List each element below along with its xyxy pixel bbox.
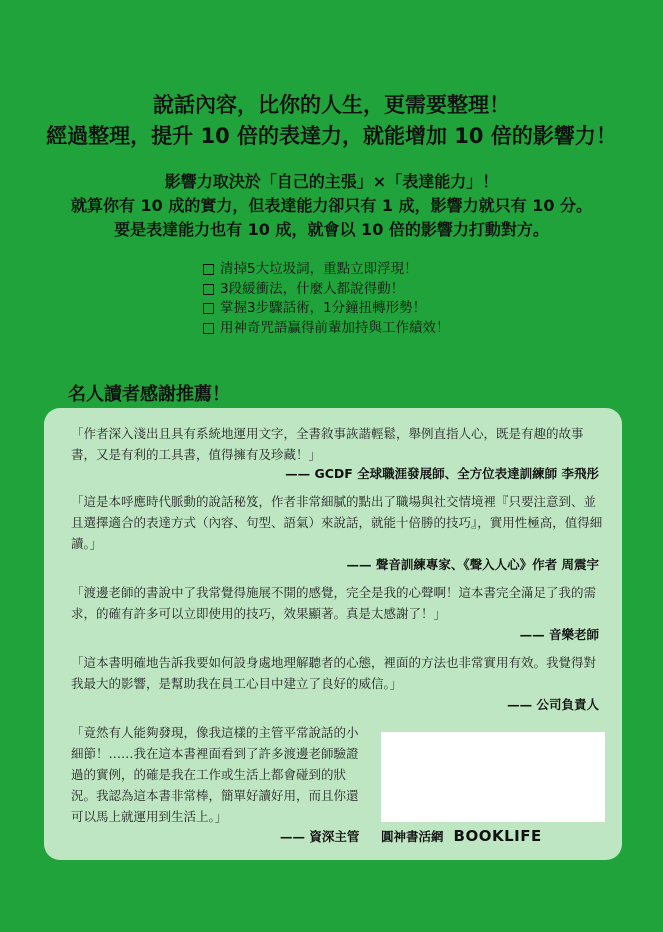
checklist-item-label: 清掉5大垃圾詞，重點立即浮現！ [220,261,418,277]
testimonial-author-5: —— 資深主管 [280,829,360,844]
checkbox-icon [203,264,214,275]
checklist-item [203,260,523,280]
publisher-name-chinese: 圓神書活網 [381,829,444,844]
subheadline-3: 要是表達能力也有 10 成，就會以 10 倍的影響力打動對方。 [114,220,549,239]
checkbox-icon [203,284,214,295]
publisher-logo [381,827,542,845]
checklist-item-label: 掌握3步驟話術，1分鐘扭轉形勢！ [220,300,427,316]
subheadline-1: 影響力取決於「自己的主張」×「表達能力」！ [164,172,499,191]
checklist-item [203,319,523,339]
checkbox-icon [203,303,214,314]
testimonial-author-4: —— 公司負責人 [507,697,599,712]
checkbox-icon [203,323,214,334]
testimonial-quote-3: 「渡邊老師的書說中了我常覺得施展不開的感覺，完全是我的心聲啊！這本書完全滿足了我的需求，的確有許多可以立即使用的技巧，效果顯著。真是太感謝了！」 [71,585,597,621]
testimonial-quote-2: 「這是本呼應時代脈動的說話秘笈，作者非常細膩的點出了職場與社交情境裡『只要注意到、並且選擇適合的表達方式（內容、句型、語氣）來說話，就能十倍勝的技巧』，實用性極高，值得細讀。」 [71,494,603,551]
testimonial-author-1: —— GCDF 全球職涯發展師、全方位表達訓練師 李飛彤 [285,466,599,481]
headline-1: 說話內容，比你的人生，更需要整理！ [153,93,510,117]
subheadline-2: 就算你有 10 成的實力，但表達能力卻只有 1 成，影響力就只有 10 分。 [70,196,593,215]
checklist-item-label: 3段緩衝法，什麼人都說得動！ [220,280,405,297]
publisher-name-english: BOOKLIFE [453,827,542,845]
testimonial-quote-5: 「竟然有人能夠發現，像我這樣的主管平常說話的小細節！……我在這本書裡面看到了許多渡邊老師驗證過的實例，的確是我在工作或生活上都會碰到的狀況。我認為這本書非常棒，簡單好讀好用，而且你還可以馬上就運用到生活上。」 [71,725,359,824]
barcode-area [381,732,605,822]
checklist-item-label: 用神奇咒語贏得前輩加持與工作績效！ [220,319,450,336]
checklist-item [203,299,523,319]
testimonial-author-3: —— 音樂老師 [519,627,599,642]
checklist-item [203,280,523,300]
headline-2: 經過整理，提升 10 倍的表達力，就能增加 10 倍的影響力！ [46,124,617,148]
testimonial-quote-4: 「這本書明確地告訴我要如何設身處地理解聽者的心態，裡面的方法也非常實用有效。我覺得對我最大的影響，是幫助我在員工心目中建立了良好的威信。」 [71,655,597,691]
testimonial-author-2: —— 聲音訓練專家、《聲入人心》作者 周震宇 [346,557,599,572]
testimonial-quote-1: 「作者深入淺出且具有系統地運用文字，全書敘事詼諧輕鬆，舉例直指人心，既是有趣的故事書，又是有利的工具書，值得擁有及珍藏！」 [71,426,584,462]
recommendations-title: 名人讀者感謝推薦！ [68,384,230,405]
feature-checklist [203,260,523,338]
